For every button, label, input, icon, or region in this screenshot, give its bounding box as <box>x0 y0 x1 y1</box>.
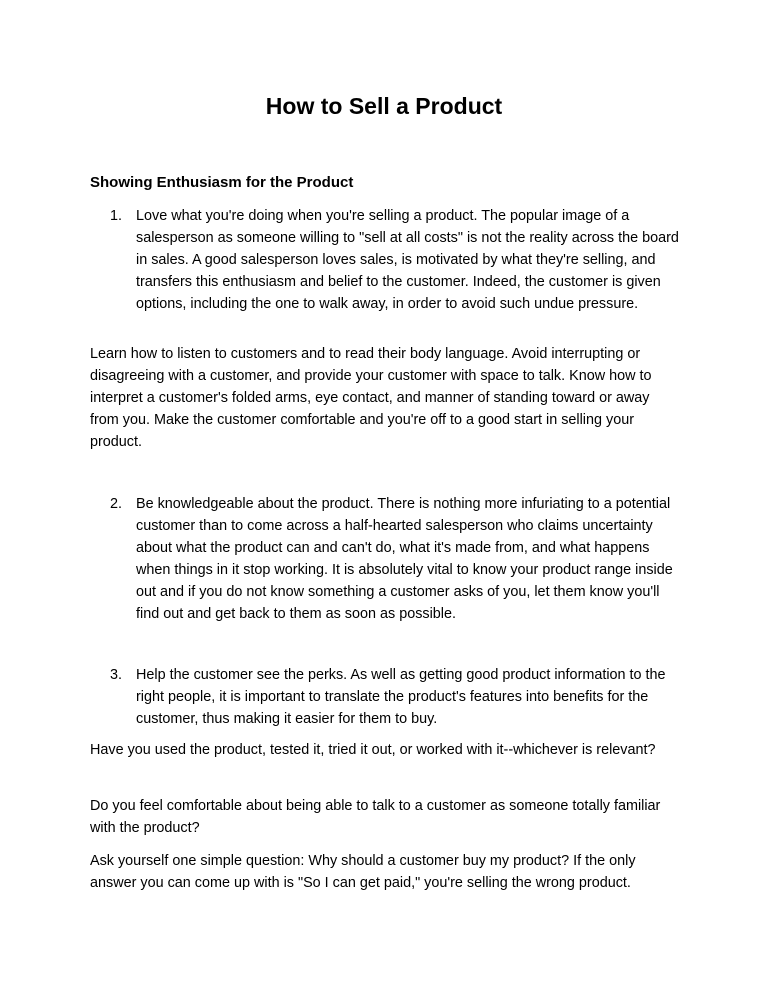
section-heading: Showing Enthusiasm for the Product <box>90 174 354 191</box>
list-item-text: Be knowledgeable about the product. There is nothing more infuriating to a potential customer than to come across a half-hearted salesperson who claims uncertainty about what the product can and can't do, what it's made from, and what happens when things in it stop working. It is absolutely vital to know your product range inside out and if you do not know something a customer asks of you, let them know you'll find out and get back to them as soon as possible. <box>136 496 673 622</box>
list-item-number: 3. <box>110 667 123 683</box>
paragraph-comfortable: Do you feel comfortable about being able to talk to a customer as someone totally familiar with the product? <box>90 798 661 836</box>
list-item-text: Love what you're doing when you're selling a product. The popular image of a salesperson as someone willing to "sell at all costs" is not the reality across the board in sales. A good salesperson loves sales, is motivated by what they're selling, and transfers this enthusiasm and belief to the customer. Indeed, the customer is given options, including the one to walk away, in order to avoid such undue pressure. <box>136 208 679 312</box>
paragraph-ask: Ask yourself one simple question: Why should a customer buy my product? If the only answer you can come up with is "So I can get paid," you're selling the wrong product. <box>90 853 636 891</box>
list-item-number: 2. <box>110 496 123 512</box>
paragraph-used: Have you used the product, tested it, tried it out, or worked with it--whichever is relevant? <box>90 742 656 758</box>
list-item-1 <box>110 205 681 315</box>
list-item-2 <box>110 493 681 625</box>
list-item-text: Help the customer see the perks. As well as getting good product information to the right people, it is important to translate the product's features into benefits for the customer, thus making it easier for them to buy. <box>136 667 666 727</box>
page-title: How to Sell a Product <box>265 93 503 119</box>
paragraph-listen: Learn how to listen to customers and to read their body language. Avoid interrupting or disagreeing with a customer, and provide your customer with space to talk. Know how to interpret a customer's folded arms, eye contact, and manner of standing toward or away from you. Make the customer comfortable and you're off to a good start in selling your product. <box>90 346 652 450</box>
list-item-number: 1. <box>110 208 123 224</box>
list-item-3 <box>110 664 681 730</box>
